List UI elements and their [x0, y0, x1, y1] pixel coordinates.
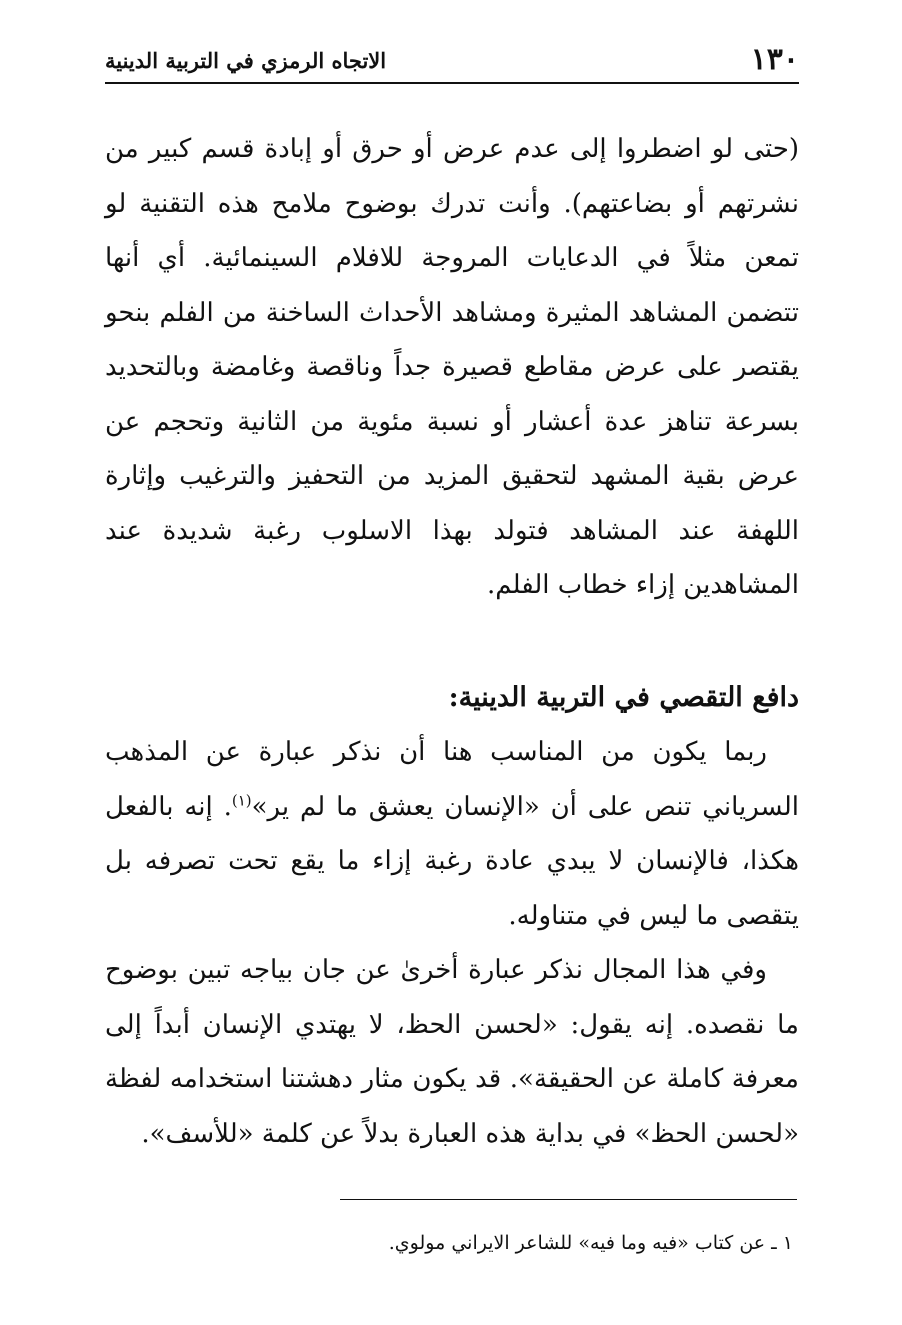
paragraph [105, 725, 799, 943]
paragraph: وفي هذا المجال نذكر عبارة أخرىٰ عن جان بياجه تبين بوضوح ما نقصده. إنه يقول: «لحسن الحظ، لا يهتدي الإنسان أبداً إلى معرفة كاملة عن الحقيقة». قد يكون مثار دهشتنا استخدامه لفظة «لحسن الحظ» في بداية هذه العبارة بدلاً عن كلمة «للأسف». [105, 955, 799, 1149]
paragraph: (حتى لو اضطروا إلى عدم عرض أو حرق أو إبادة قسم كبير من نشرتهم أو بضاعتهم). وأنت تدرك بوضوح ملامح هذه التقنية لو تمعن مثلاً في الدعايات المروجة للافلام السينمائية. أي أنها تتضمن المشاهد المثيرة ومشاهد الأحداث الساخنة من الفلم بنحو يقتصر على عرض مقاطع قصيرة جداً وناقصة وغامضة وبالتحديد بسرعة تناهز عدة أعشار أو نسبة مئوية من الثانية وتحجم عن عرض بقية المشهد لتحقيق المزيد من التحفيز والترغيب وإثارة اللهفة عند المشاهد فتولد بهذا الاسلوب رغبة شديدة عند المشاهدين إزاء خطاب الفلم. [105, 134, 800, 600]
running-title: الاتجاه الرمزي في التربية الدينية [105, 48, 387, 73]
footnote: ١ ـ عن كتاب «فيه وما فيه» للشاعر الايراني مولوي. [388, 1232, 793, 1254]
page-number: ١٣٠ [750, 42, 799, 77]
page-header [105, 40, 799, 84]
paragraph-text: . إنه بالفعل هكذا، فالإنسان لا يبدي عادة رغبة إزاء ما يقع تحت تصرفه بل يتقصى ما ليس في متناوله. [105, 791, 799, 931]
footnote-divider [340, 1199, 797, 1200]
section-heading: دافع التقصي في التربية الدينية: [448, 681, 799, 713]
footnote-reference: (١) [231, 790, 252, 809]
body-text [105, 122, 799, 1161]
paragraph-text: ربما يكون من المناسب هنا أن نذكر عبارة عن المذهب السرياني تنص على أن «الإنسان يعشق ما لم ير» [105, 737, 799, 822]
